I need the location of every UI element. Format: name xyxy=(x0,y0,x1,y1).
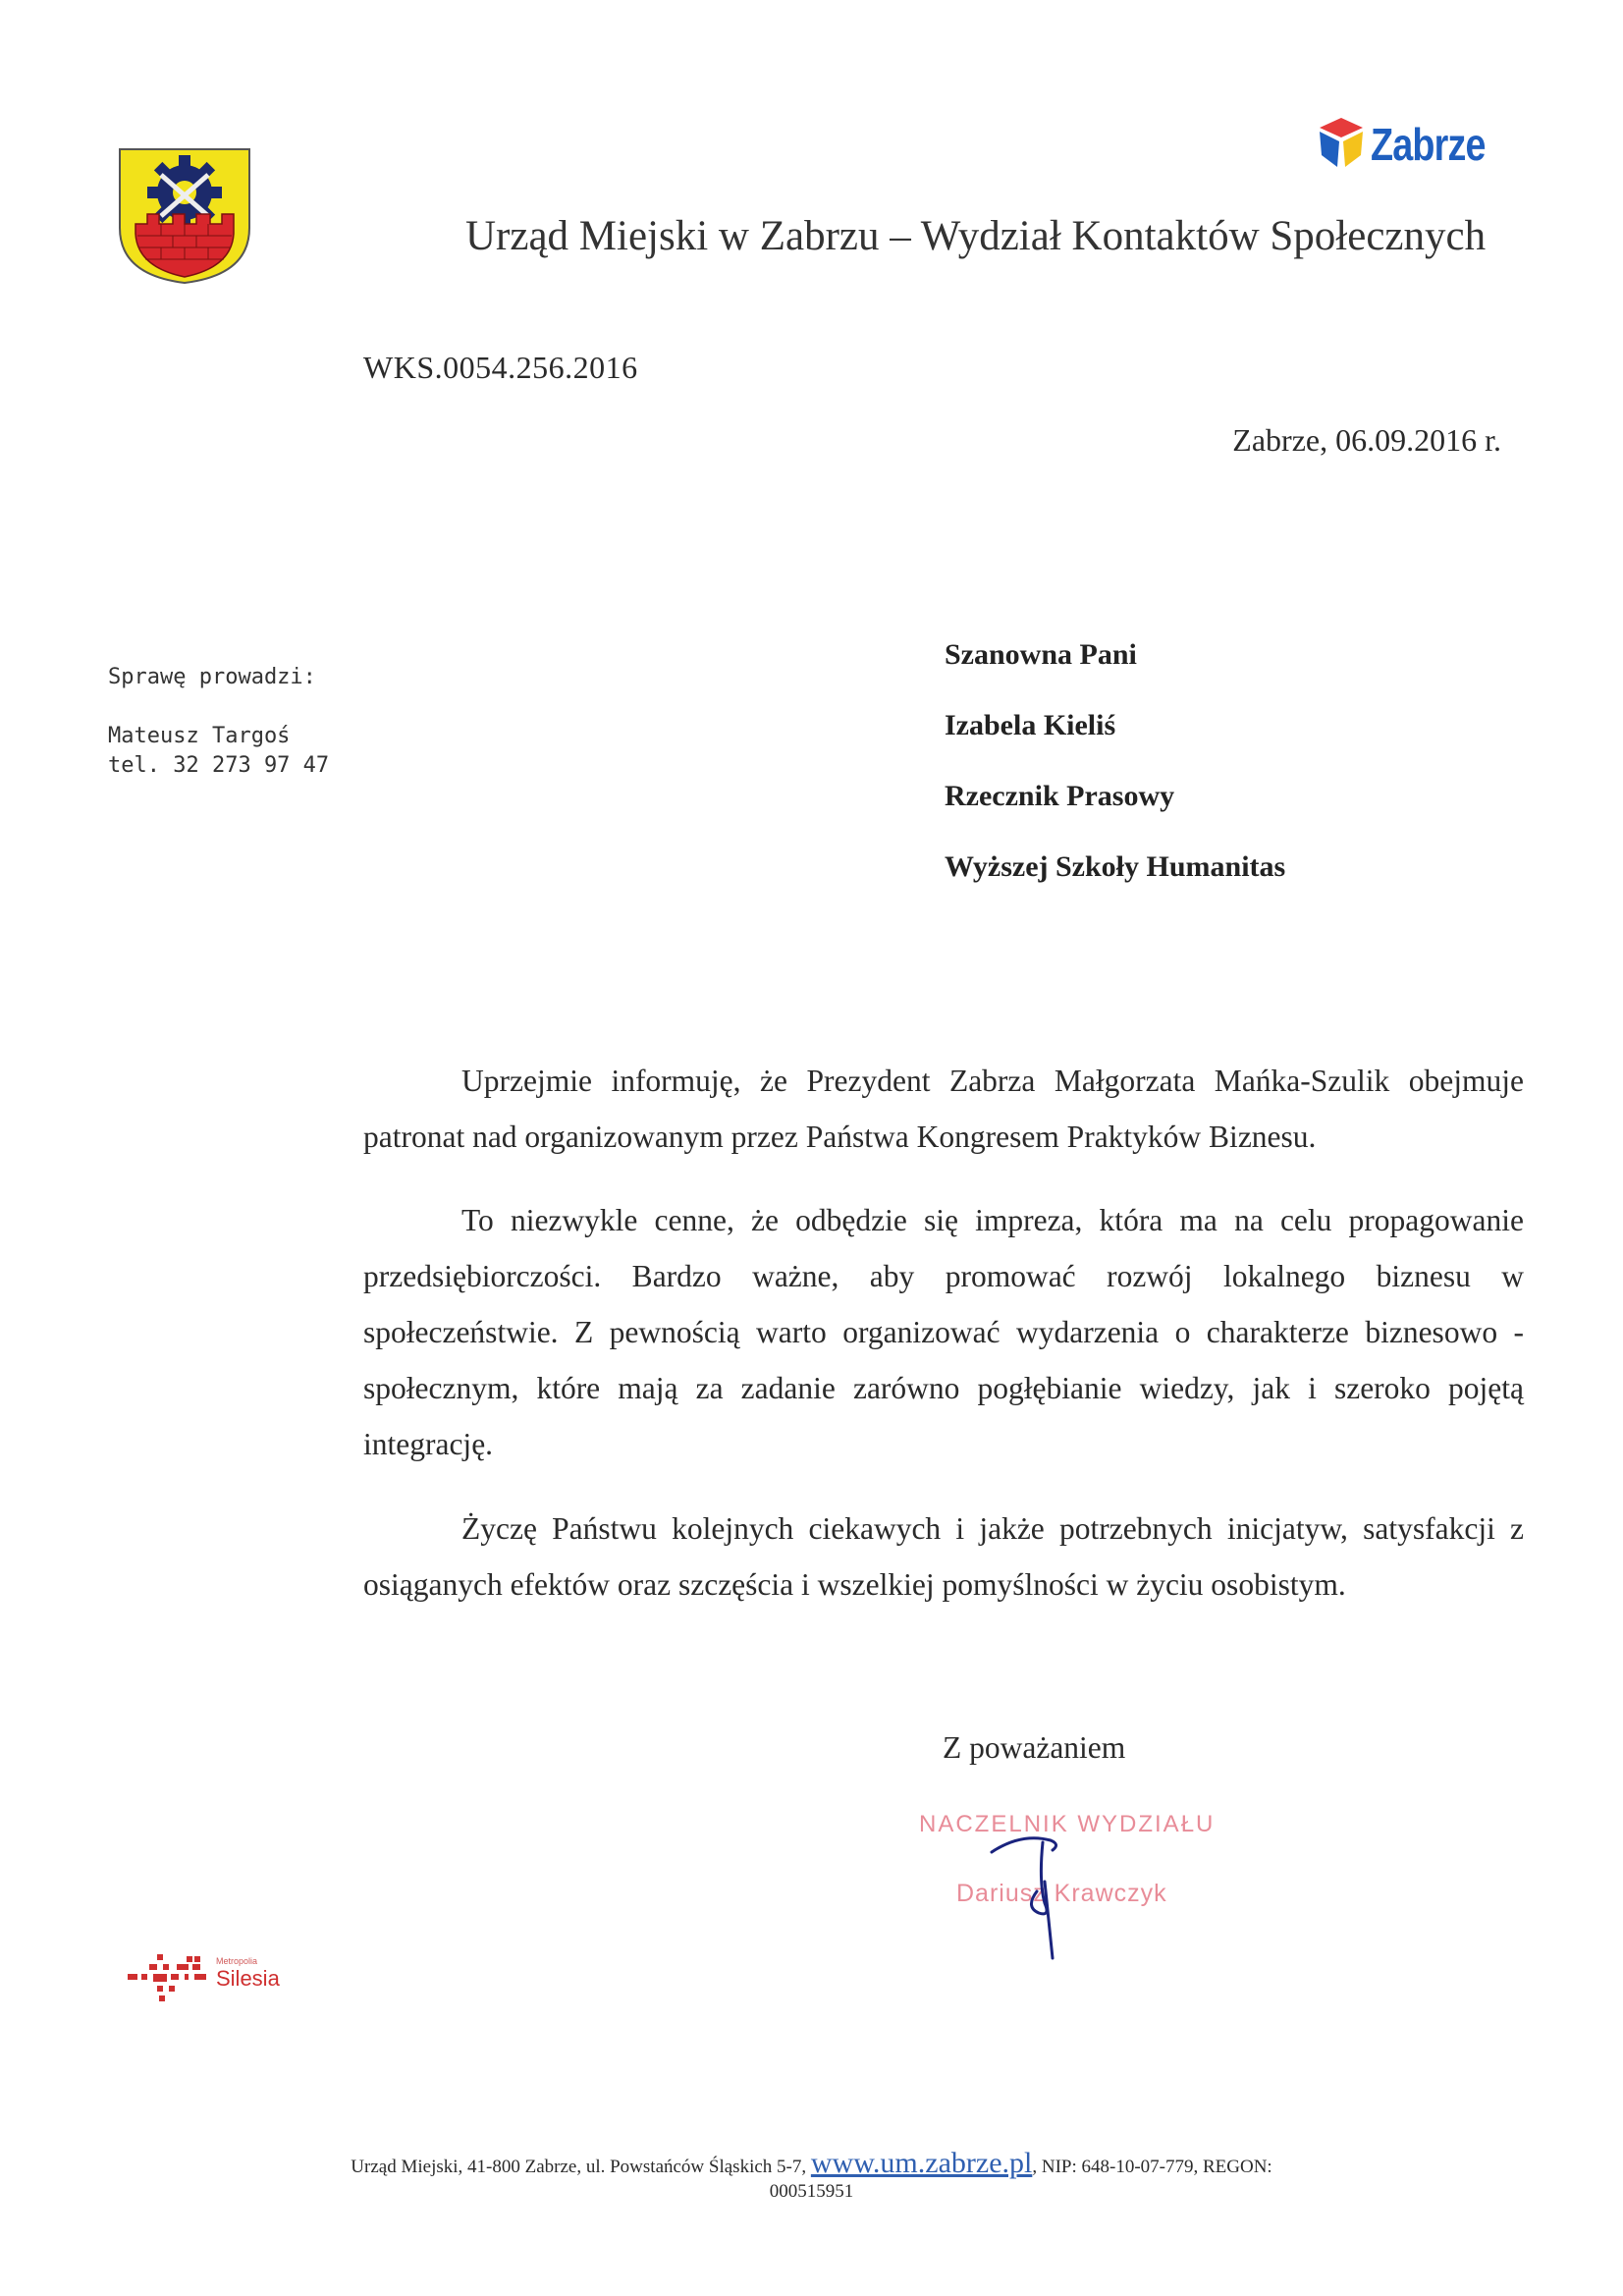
body-paragraph: To niezwykle cenne, że odbędzie się impreza, która ma na celu propagowanie przedsiębiorczości. Bardzo ważne, aby promować rozwój lokalnego biznesu w społeczeństwie. Z pewnością warto organizować wydarzenia o charakterze biznesowo - społecznym, które mają za zadanie zarówno pogłębianie wiedzy, jak i szeroko pojętą integrację. xyxy=(363,1203,1524,1461)
handler-label: Sprawę prowadzi: xyxy=(108,665,316,689)
website-link[interactable]: www.um.zabrze.pl xyxy=(810,2147,1033,2179)
handwritten-signature xyxy=(982,1823,1100,1960)
footer-regon: 000515951 xyxy=(769,2181,854,2202)
silesia-pixel-icon xyxy=(128,1952,212,2007)
footer xyxy=(0,2147,1623,2204)
zabrze-city-logo xyxy=(1314,110,1490,177)
body-paragraph: Życzę Państwu kolejnych ciekawych i jakże potrzebnych inicjatyw, satysfakcji z osiąganych efektów oraz szczęścia i wszelkiej pomyślności w życiu osobistym. xyxy=(363,1511,1524,1602)
silesia-label: Silesia xyxy=(216,1966,280,1991)
footer-address: Urząd Miejski, 41-800 Zabrze, ul. Powstańców Śląskich 5-7, xyxy=(351,2157,811,2177)
stamp-title: NACZELNIK WYDZIAŁU xyxy=(919,1811,1216,1837)
metropolia-silesia-logo xyxy=(128,1952,295,2007)
logo-wordmark: Zabrze xyxy=(1371,119,1486,170)
closing-phrase: Z poważaniem xyxy=(943,1730,1126,1765)
addressee-institution: Wyższej Szkoły Humanitas xyxy=(945,850,1286,883)
addressee-position: Rzecznik Prasowy xyxy=(945,780,1175,812)
page-title: Urząd Miejski w Zabrzu – Wydział Kontaktów Społecznych xyxy=(465,213,1487,259)
letter-date: Zabrze, 06.09.2016 r. xyxy=(1232,422,1501,458)
handler-phone: tel. 32 273 97 47 xyxy=(108,753,330,778)
addressee-salutation: Szanowna Pani xyxy=(945,638,1137,671)
footer-tax-info: , NIP: 648-10-07-779, REGON: xyxy=(1032,2157,1272,2177)
stamp-name: Dariusz Krawczyk xyxy=(956,1880,1167,1907)
reference-number: WKS.0054.256.2016 xyxy=(363,350,638,385)
handler-name: Mateusz Targoś xyxy=(108,724,291,748)
addressee-name: Izabela Kieliś xyxy=(945,709,1116,741)
coat-of-arms-logo xyxy=(116,145,253,287)
metropolia-label: Metropolia xyxy=(216,1956,258,1966)
cube-icon xyxy=(1314,116,1369,171)
body-paragraph: Uprzejmie informuję, że Prezydent Zabrza Małgorzata Mańka-Szulik obejmuje patronat nad organizowanym przez Państwa Kongresem Praktyków Biznesu. xyxy=(363,1064,1524,1154)
